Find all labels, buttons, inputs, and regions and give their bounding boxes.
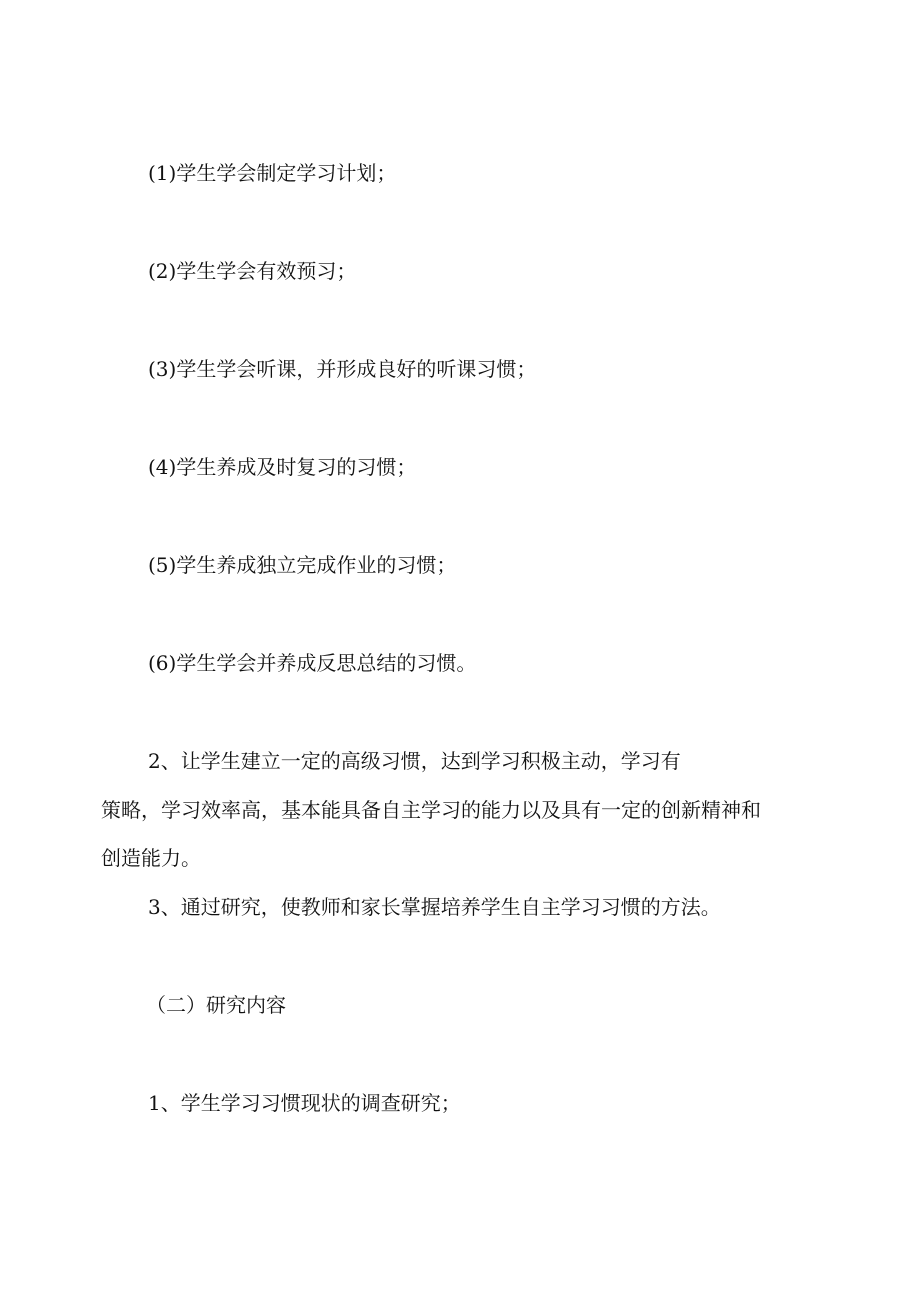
- goal-item-2: (2)学生学会有效预习；: [148, 259, 357, 283]
- goal-item-6: (6)学生学会并养成反思总结的习惯。: [148, 651, 477, 675]
- paragraph-3: 3、通过研究，使教师和家长掌握培养学生自主学习习惯的方法。: [148, 895, 721, 919]
- goal-item-4: (4)学生养成及时复习的习惯；: [148, 455, 417, 479]
- goal-item-5: (5)学生养成独立完成作业的习惯；: [148, 553, 457, 577]
- goal-item-3: (3)学生学会听课，并形成良好的听课习惯；: [148, 357, 537, 381]
- section-heading: （二）研究内容: [146, 993, 286, 1017]
- paragraph-2-line-1: 2、让学生建立一定的高级习惯，达到学习积极主动，学习有: [148, 749, 681, 773]
- paragraph-2-line-2: 策略，学习效率高，基本能具备自主学习的能力以及具有一定的创新精神和: [101, 798, 761, 822]
- paragraph-2-line-3: 创造能力。: [101, 846, 201, 870]
- content-item-1: 1、学生学习习惯现状的调查研究；: [148, 1091, 461, 1115]
- goal-item-1: (1)学生学会制定学习计划；: [148, 161, 397, 185]
